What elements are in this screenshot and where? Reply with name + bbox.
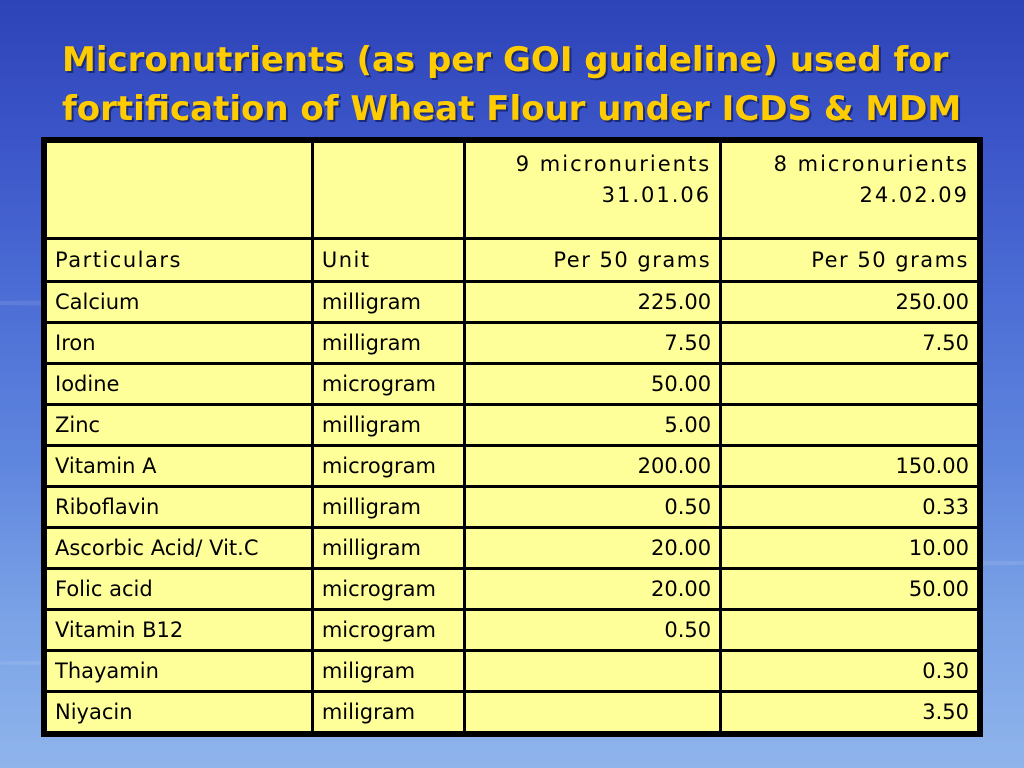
table-row xyxy=(46,364,979,405)
cell-value-9-micronutrients xyxy=(465,692,721,733)
cell-value-8-micronutrients: 10.00 xyxy=(721,528,979,569)
header-unit: Unit xyxy=(312,239,464,282)
cell-unit: milligram xyxy=(312,282,464,323)
cell-particular: Calcium xyxy=(46,282,313,323)
cell-unit: milligram xyxy=(312,323,464,364)
table-header-row xyxy=(46,239,979,282)
cell-value-8-micronutrients: 250.00 xyxy=(721,282,979,323)
table-row xyxy=(46,487,979,528)
cell-particular: Iron xyxy=(46,323,313,364)
cell-value-9-micronutrients: 7.50 xyxy=(465,323,721,364)
cell-value-9-micronutrients xyxy=(465,651,721,692)
cell-unit: miligram xyxy=(312,651,464,692)
top-header-cell-particulars xyxy=(46,142,313,239)
column-date: 24.02.09 xyxy=(859,183,969,207)
micronutrient-table xyxy=(41,137,983,737)
cell-particular: Zinc xyxy=(46,405,313,446)
cell-value-8-micronutrients: 0.33 xyxy=(721,487,979,528)
cell-particular: Niyacin xyxy=(46,692,313,733)
cell-unit: microgram xyxy=(312,446,464,487)
cell-unit: microgram xyxy=(312,569,464,610)
cell-value-9-micronutrients: 20.00 xyxy=(465,528,721,569)
cell-unit: milligram xyxy=(312,528,464,569)
cell-particular: Ascorbic Acid/ Vit.C xyxy=(46,528,313,569)
table-row xyxy=(46,651,979,692)
cell-value-9-micronutrients: 5.00 xyxy=(465,405,721,446)
header-per-50-grams: Per 50 grams xyxy=(721,239,979,282)
table-row xyxy=(46,282,979,323)
cell-particular: Vitamin A xyxy=(46,446,313,487)
top-header-cell-unit xyxy=(312,142,464,239)
table-row xyxy=(46,610,979,651)
table-top-header-row xyxy=(46,142,979,239)
column-title: 8 micronurients xyxy=(773,152,969,176)
cell-value-9-micronutrients: 200.00 xyxy=(465,446,721,487)
slide-title: Micronutrients (as per GOI guideline) used for fortification of Wheat Flour under ICDS & MDM xyxy=(62,40,962,129)
header-particulars: Particulars xyxy=(46,239,313,282)
cell-value-8-micronutrients: 3.50 xyxy=(721,692,979,733)
cell-value-8-micronutrients xyxy=(721,610,979,651)
table-row xyxy=(46,692,979,733)
table-row xyxy=(46,569,979,610)
cell-particular: Thayamin xyxy=(46,651,313,692)
table-row xyxy=(46,446,979,487)
table-row xyxy=(46,528,979,569)
cell-particular: Iodine xyxy=(46,364,313,405)
column-date: 31.01.06 xyxy=(601,183,712,207)
cell-unit: milligram xyxy=(312,405,464,446)
cell-value-9-micronutrients: 20.00 xyxy=(465,569,721,610)
top-header-cell-8-micronutrients xyxy=(721,142,979,239)
cell-value-9-micronutrients: 0.50 xyxy=(465,610,721,651)
cell-value-8-micronutrients xyxy=(721,405,979,446)
cell-particular: Riboflavin xyxy=(46,487,313,528)
top-header-cell-9-micronutrients xyxy=(465,142,721,239)
cell-unit: miligram xyxy=(312,692,464,733)
column-title: 9 micronurients xyxy=(515,152,712,176)
cell-unit: milligram xyxy=(312,487,464,528)
cell-value-8-micronutrients xyxy=(721,364,979,405)
cell-unit: microgram xyxy=(312,364,464,405)
cell-value-8-micronutrients: 7.50 xyxy=(721,323,979,364)
cell-value-8-micronutrients: 150.00 xyxy=(721,446,979,487)
cell-value-9-micronutrients: 50.00 xyxy=(465,364,721,405)
cell-particular: Folic acid xyxy=(46,569,313,610)
cell-particular: Vitamin B12 xyxy=(46,610,313,651)
table-row xyxy=(46,323,979,364)
cell-value-9-micronutrients: 0.50 xyxy=(465,487,721,528)
cell-unit: microgram xyxy=(312,610,464,651)
header-per-50-grams: Per 50 grams xyxy=(465,239,721,282)
table-row xyxy=(46,405,979,446)
cell-value-9-micronutrients: 225.00 xyxy=(465,282,721,323)
cell-value-8-micronutrients: 50.00 xyxy=(721,569,979,610)
cell-value-8-micronutrients: 0.30 xyxy=(721,651,979,692)
